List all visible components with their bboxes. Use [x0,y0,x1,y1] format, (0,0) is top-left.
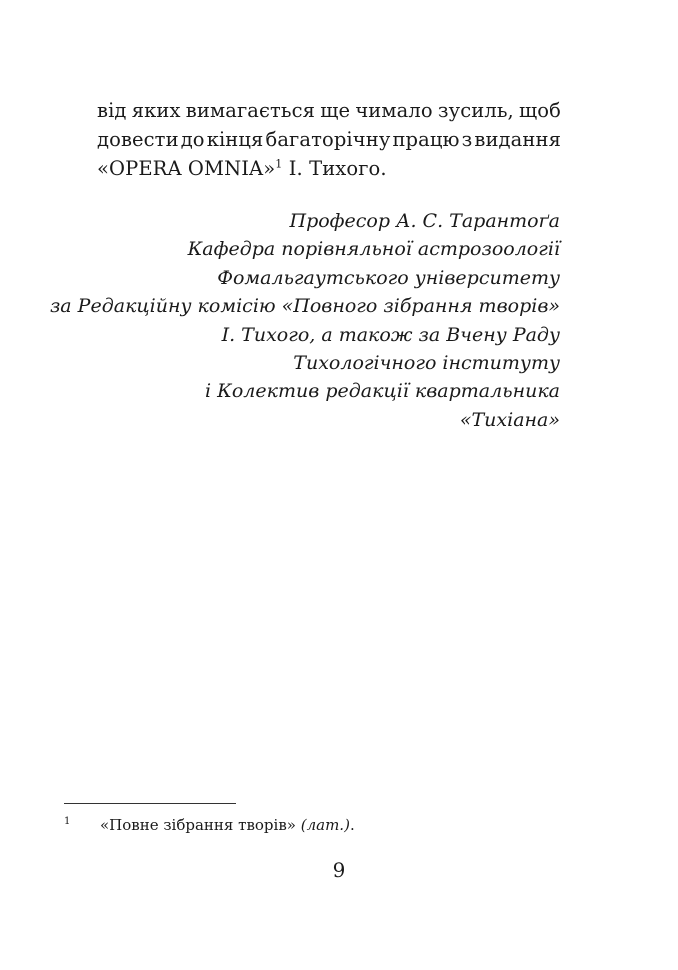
word: з [461,128,473,151]
body-line-2 [97,125,561,154]
opera-omnia-title: «OPERA OMNIA» [97,157,276,180]
signature-line: «Тихіана» [459,408,560,431]
word: довести [97,128,179,151]
word: ще [320,99,351,122]
word: щоб [519,99,561,122]
word: зусиль, [437,99,514,122]
signature-line: за Редакційну комісію «Повного зібрання творів» [49,295,560,318]
footnote-number: 1 [64,816,71,827]
signature-block [40,207,560,434]
footnote-text: «Повне зібрання творів» [100,816,301,834]
word: багаторічну [265,128,391,151]
footnote [64,815,355,835]
footnote-language-note: (лат.) [300,816,350,834]
signature-line: Кафедра порівняльної астрозоології [187,238,560,261]
word: видання [474,128,561,151]
word: чимало [355,99,433,122]
signature-line: І. Тихого, а також за Вчену Раду [221,323,560,346]
word: вимагається [185,99,316,122]
signature-line: Фомальгаутського університету [217,266,560,289]
word: кінця [206,128,264,151]
footnote-reference[interactable]: 1 [275,157,283,171]
page-number: 9 [332,858,346,882]
word: яких [131,99,181,122]
body-line-1 [97,96,561,125]
footnote-divider [64,803,236,804]
body-paragraph [97,96,561,183]
signature-line: і Колектив редакції квартальника [205,380,560,403]
footnote-period: . [349,816,355,834]
word: працю [392,128,460,151]
word: до [180,128,205,151]
body-line-3 [97,154,561,183]
body-line-3-tail: І. Тихого. [282,157,387,180]
word: від [97,99,127,122]
signature-line: Професор А. С. Тарантоґа [289,210,560,232]
signature-line: Тихологічного інституту [293,352,560,375]
